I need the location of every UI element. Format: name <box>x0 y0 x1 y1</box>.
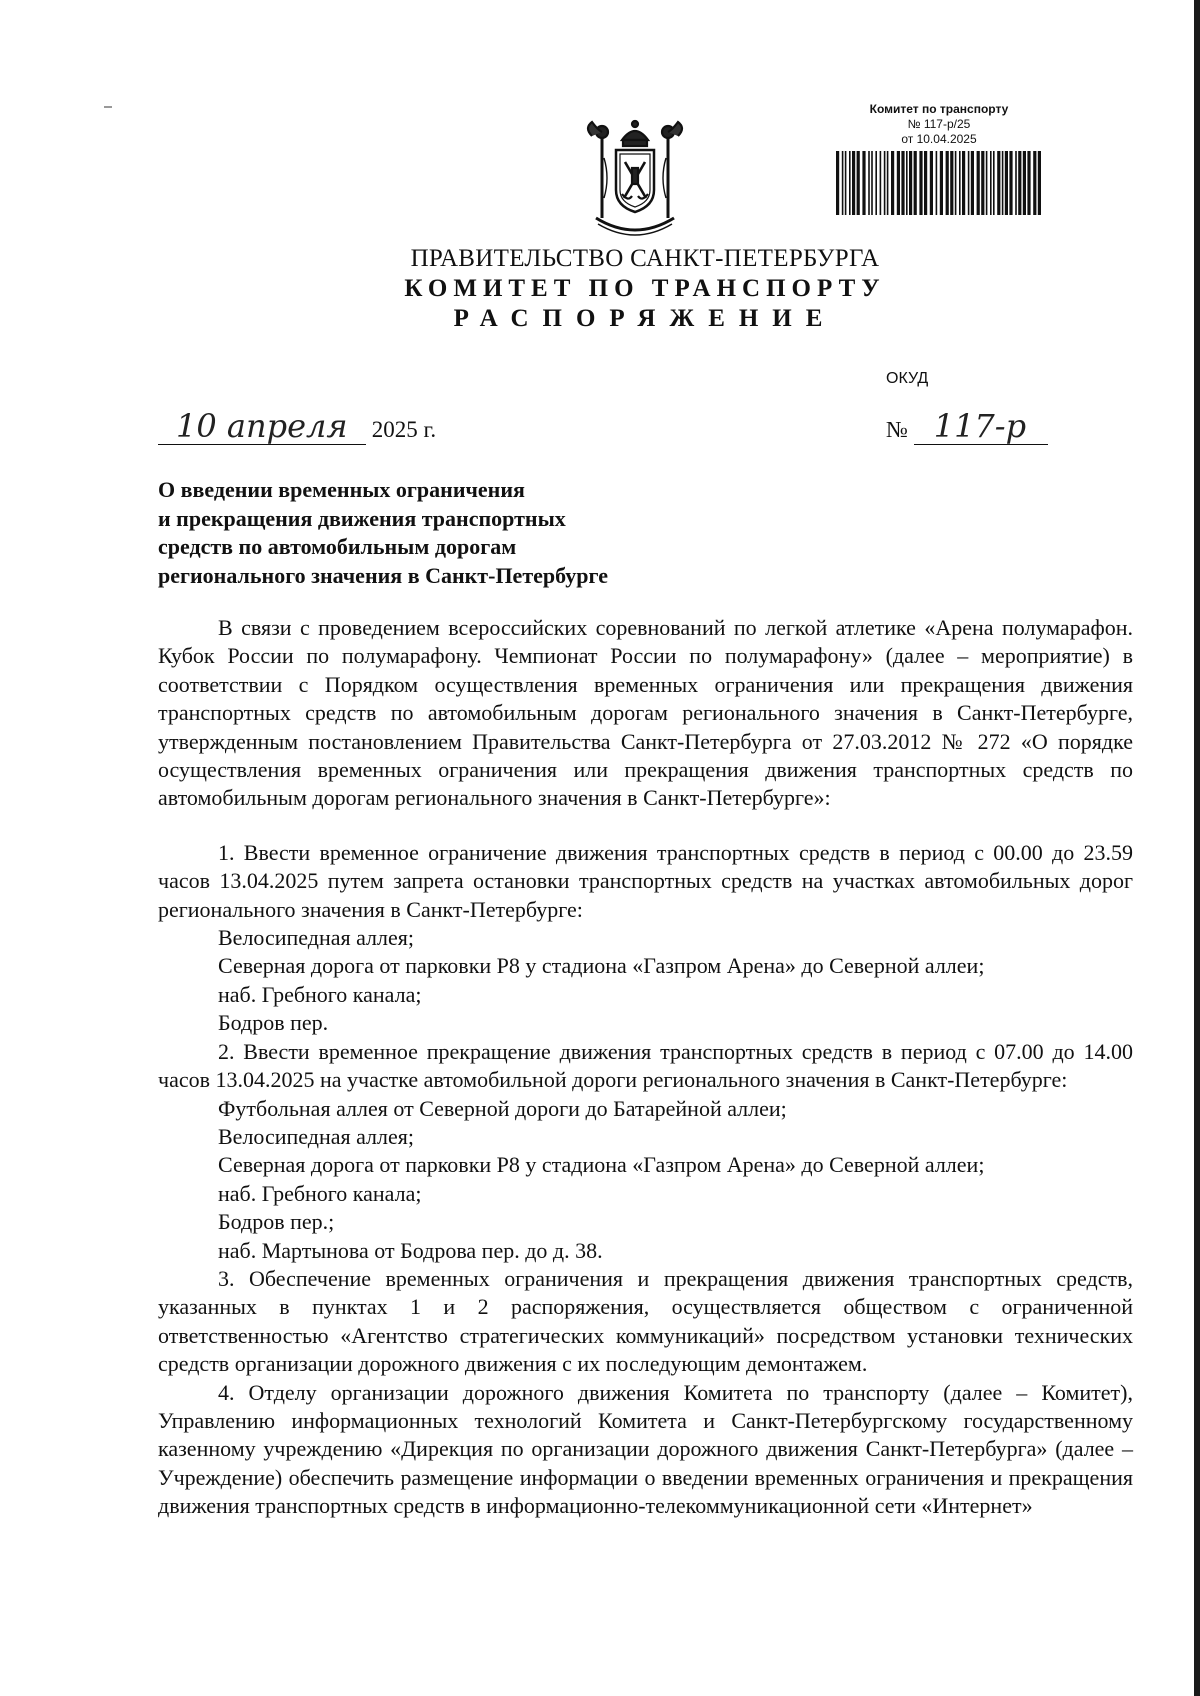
barcode-bar <box>924 151 927 215</box>
barcode-bar <box>1018 151 1021 215</box>
barcode-bar <box>1038 151 1041 215</box>
scan-mark <box>104 106 112 108</box>
barcode-bar <box>836 151 839 215</box>
barcode-bar <box>997 151 1000 215</box>
barcode-bar <box>968 151 970 215</box>
barcode-bar <box>862 151 865 215</box>
barcode-bar <box>906 151 908 215</box>
barcode-bar <box>930 151 933 215</box>
barcode-bar <box>919 151 922 215</box>
road-item: Велосипедная аллея; <box>218 1123 415 1149</box>
barcode-bar <box>971 151 974 215</box>
stamp-number: № 117-р/25 <box>907 117 971 131</box>
barcode-bar <box>880 151 882 215</box>
document-number <box>886 408 1048 445</box>
barcode-bar <box>852 151 855 215</box>
stamp-org: Комитет по транспорту <box>869 102 1009 116</box>
barcode-bar <box>871 151 873 215</box>
road-item: Северная дорога от парковки Р8 у стадиона «Газпром Арена» до Северной аллеи; <box>218 953 985 979</box>
barcode-bar <box>940 151 943 215</box>
item-2: 2. Ввести временное прекращение движения транспортных средств в период с 07.00 до 14.00 часов 13.04.2025 на участке автомобильной дороги регионального значения в Санкт-Петербурге: <box>158 1038 1133 1093</box>
road-item: Северная дорога от парковки Р8 у стадиона «Газпром Арена» до Северной аллеи; <box>218 1152 985 1178</box>
barcode-bar <box>842 151 844 215</box>
title-line: О введении временных ограничения <box>158 477 525 502</box>
barcode-bar <box>914 151 917 215</box>
barcode-bar <box>986 151 988 215</box>
coat-of-arms-icon <box>580 118 690 238</box>
handwritten-date: 10 апреля <box>158 408 366 445</box>
barcode-bar <box>981 151 984 215</box>
road-item: наб. Мартынова от Бодрова пер. до д. 38. <box>218 1237 603 1263</box>
document-body <box>158 614 1133 1521</box>
road-item: Велосипедная аллея; <box>218 925 415 951</box>
barcode-bar <box>909 151 912 215</box>
barcode-bar <box>950 151 953 215</box>
road-item: Бодров пер.; <box>218 1209 335 1235</box>
barcode-bar <box>959 151 961 215</box>
date-year: 2025 г. <box>371 417 437 442</box>
handwritten-number: 117-р <box>914 408 1048 445</box>
barcode-bar <box>993 151 995 215</box>
barcode-bar <box>857 151 860 215</box>
document-type: РАСПОРЯЖЕНИЕ <box>453 305 837 332</box>
document-date <box>158 408 436 445</box>
title-line: и прекращения движения транспортных <box>158 505 566 531</box>
barcode-bar <box>1009 151 1012 215</box>
road-item: Футбольная аллея от Северной дороги до Батарейной аллеи; <box>218 1095 787 1121</box>
barcode-bar <box>887 151 889 215</box>
committee-name: КОМИТЕТ ПО ТРАНСПОРТУ <box>404 275 886 302</box>
road-item: наб. Гребного канала; <box>218 1180 422 1206</box>
government-name: ПРАВИТЕЛЬСТВО САНКТ-ПЕТЕРБУРГА <box>410 245 880 272</box>
barcode-bar <box>875 151 877 215</box>
barcode-bar <box>891 151 894 215</box>
road-item: Бодров пер. <box>218 1010 329 1036</box>
document-header <box>0 244 1200 334</box>
barcode-bar <box>849 151 851 215</box>
barcode-bar <box>955 151 957 215</box>
barcode-bar <box>1027 151 1030 215</box>
barcode-bar <box>1002 151 1004 215</box>
road-item: наб. Гребного канала; <box>218 981 422 1007</box>
stamp-date: от 10.04.2025 <box>901 132 977 146</box>
barcode-bar <box>1005 151 1008 215</box>
number-prefix: № <box>886 417 908 442</box>
barcode-bar <box>990 151 992 215</box>
barcode-bar <box>897 151 900 215</box>
barcode-bar <box>936 151 938 215</box>
barcode-bar <box>946 151 949 215</box>
registration-stamp <box>834 102 1044 215</box>
barcode-bar <box>1033 151 1036 215</box>
barcode-bar <box>845 151 847 215</box>
preamble: В связи с проведением всероссийских соревнований по легкой атлетике «Арена полумарафон. Кубок России по полумарафону. Чемпионат России по полумарафону» (далее – мероприятие) в соответствии с Порядком осуществления временных ограничения или прекращения движения транспортных средств по автомобильным дорогам регионального значения в Санкт-Петербурге, утвержденным постановлением Правительства Санкт-Петербурга от 27.03.2012 № 272 «О порядке осуществления временных ограничения или прекращения движения транспортных средств по автомобильным дорогам регионального значения в Санкт-Петербурге»: <box>158 615 1133 811</box>
barcode-bar <box>962 151 965 215</box>
barcode <box>834 151 1044 215</box>
barcode-bar <box>1023 151 1026 215</box>
barcode-bar <box>1015 151 1017 215</box>
item-3: 3. Обеспечение временных ограничения и прекращения движения транспортных средств, указанных в пунктах 1 и 2 распоряжения, осуществляется обществом с ограниченной ответственностью «Агентство стратегических коммуникаций» посредством установки технических средств организации дорожного движения с их последующим демонтажем. <box>158 1265 1133 1377</box>
barcode-bar <box>884 151 886 215</box>
okud-label: ОКУД <box>886 370 929 387</box>
barcode-bar <box>977 151 980 215</box>
title-line: регионального значения в Санкт-Петербурге <box>158 562 608 588</box>
barcode-bar <box>868 151 870 215</box>
barcode-bar <box>901 151 904 215</box>
document-title <box>158 476 718 590</box>
title-line: средств по автомобильным дорогам <box>158 534 517 559</box>
item-1: 1. Ввести временное ограничение движения транспортных средств в период с 00.00 до 23.59 часов 13.04.2025 путем запрета остановки транспортных средств на участках автомобильных дорог регионального значения в Санкт-Петербурге: <box>158 839 1133 922</box>
item-4: 4. Отделу организации дорожного движения Комитета по транспорту (далее – Комитет), Управлению информационных технологий Комитета и Санкт-Петербургскому государственному казенному учреждению «Дирекция по организации дорожного движения Санкт-Петербурга» (далее – Учреждение) обеспечить размещение информации о введении временных ограничения и прекращения движения транспортных средств в информационно-телекоммуникационной сети «Интернет» <box>158 1379 1133 1519</box>
